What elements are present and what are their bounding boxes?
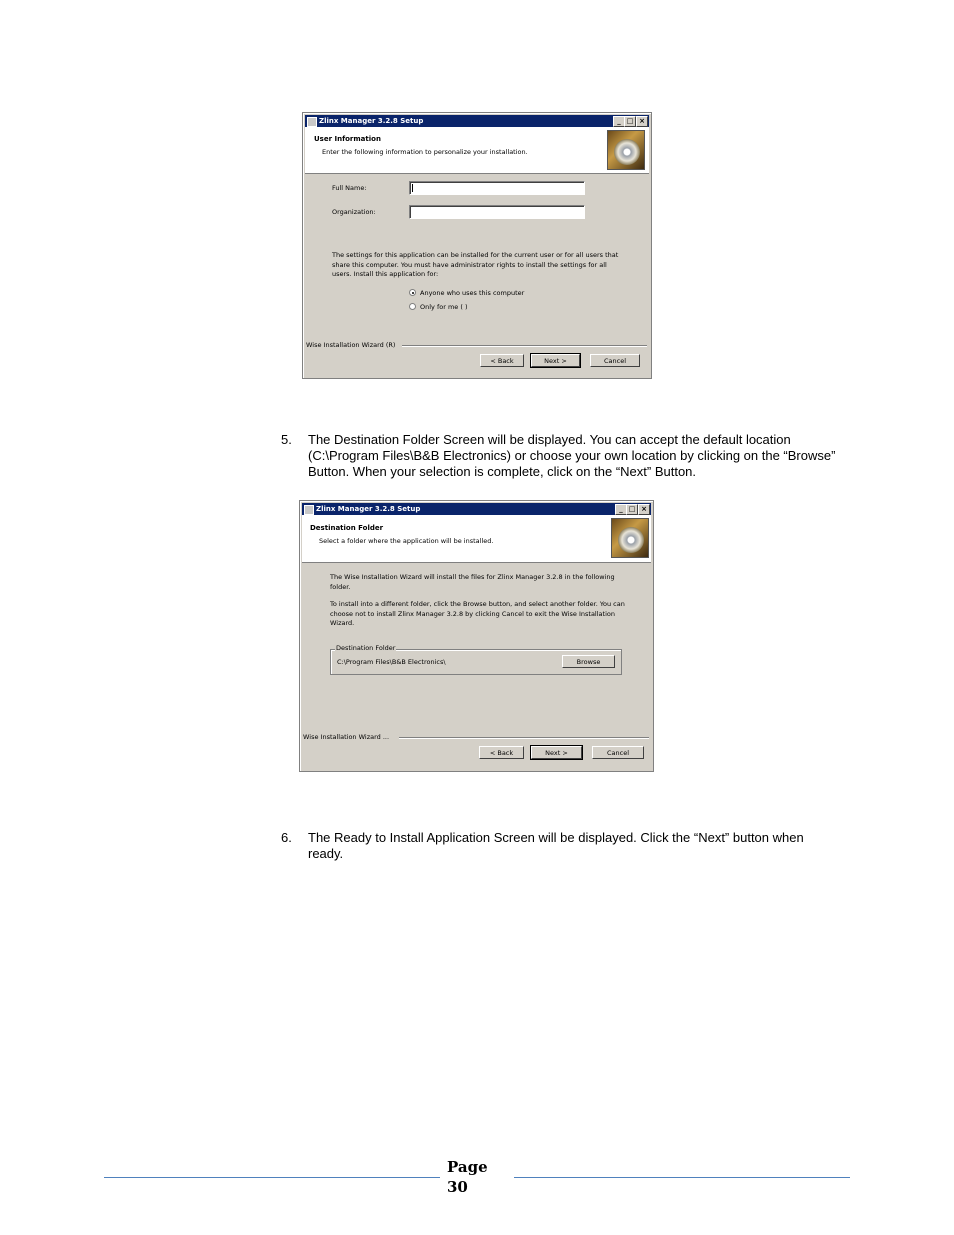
anyone-radio-label[interactable]: Anyone who uses this computer bbox=[420, 289, 525, 297]
header-subtitle: Enter the following information to personalize your installation. bbox=[322, 148, 528, 156]
window-title: Zlinx Manager 3.2.8 Setup bbox=[319, 117, 424, 125]
wizard-label: Wise Installation Wizard ... bbox=[303, 733, 390, 741]
minimize-icon[interactable]: _ bbox=[613, 116, 625, 127]
instruction-text: To install into a different folder, click the Browse button, and select another folder. You can choose not to install Zlinx Manager 3.2.8 by clicking Cancel to exit the Wise Installation Wizard. bbox=[330, 600, 625, 627]
window-title: Zlinx Manager 3.2.8 Setup bbox=[316, 505, 421, 513]
maximize-icon[interactable]: □ bbox=[624, 116, 636, 127]
cancel-button[interactable]: Cancel bbox=[592, 746, 644, 759]
separator bbox=[402, 345, 647, 347]
back-button[interactable]: < Back bbox=[479, 746, 524, 759]
cd-graphic-icon bbox=[611, 518, 649, 558]
header-title: Destination Folder bbox=[310, 524, 384, 532]
close-icon[interactable]: × bbox=[638, 504, 650, 515]
user-information-dialog bbox=[302, 112, 652, 379]
setup-app-icon bbox=[304, 505, 314, 515]
step-description: The Ready to Install Application Screen will be displayed. Click the “Next” button when ready. bbox=[308, 830, 804, 861]
separator bbox=[399, 737, 649, 739]
page-number-label bbox=[447, 1157, 488, 1197]
organization-input[interactable] bbox=[409, 205, 585, 219]
header-panel bbox=[302, 515, 651, 563]
only-me-radio[interactable] bbox=[409, 303, 416, 310]
cancel-button[interactable]: Cancel bbox=[590, 354, 640, 367]
next-button[interactable]: Next > bbox=[531, 354, 580, 367]
step-description: The Destination Folder Screen will be displayed. You can accept the default location (C:\Program Files\B&B Electronics) or choose your own location by clicking on the “Browse” Button. When your selection is complete, click on the “Next” Button. bbox=[308, 432, 836, 479]
page-number: 30 bbox=[447, 1178, 468, 1196]
close-icon[interactable]: × bbox=[636, 116, 648, 127]
anyone-radio[interactable] bbox=[409, 289, 416, 296]
cd-graphic-icon bbox=[607, 130, 645, 170]
header-panel bbox=[305, 127, 649, 174]
title-bar[interactable] bbox=[302, 503, 651, 515]
settings-description: The settings for this application can be installed for the current user or for all users that share this computer. You must have administrator rights to install the settings for all users. Install this application for: bbox=[332, 251, 619, 278]
group-label: Destination Folder bbox=[336, 644, 396, 652]
full-name-input[interactable] bbox=[409, 181, 585, 195]
title-bar[interactable] bbox=[305, 115, 649, 127]
only-me-radio-label[interactable]: Only for me ( ) bbox=[420, 303, 468, 311]
step-number: 6. bbox=[281, 830, 292, 845]
setup-app-icon bbox=[307, 117, 317, 127]
header-subtitle: Select a folder where the application will be installed. bbox=[319, 537, 494, 545]
full-name-label: Full Name: bbox=[332, 184, 367, 192]
minimize-icon[interactable]: _ bbox=[615, 504, 627, 515]
browse-button[interactable]: Browse bbox=[562, 655, 615, 668]
header-title: User Information bbox=[314, 135, 381, 143]
step-number: 5. bbox=[281, 432, 292, 447]
next-button[interactable]: Next > bbox=[531, 746, 582, 759]
destination-folder-dialog bbox=[299, 500, 654, 772]
back-button[interactable]: < Back bbox=[480, 354, 524, 367]
wizard-label: Wise Installation Wizard (R) bbox=[306, 341, 396, 349]
intro-text: The Wise Installation Wizard will install the files for Zlinx Manager 3.2.8 in the following folder. bbox=[330, 573, 615, 591]
page-word: Page bbox=[447, 1158, 488, 1176]
footer-line-right bbox=[514, 1177, 850, 1178]
folder-path: C:\Program Files\B&B Electronics\ bbox=[337, 658, 446, 666]
organization-label: Organization: bbox=[332, 208, 376, 216]
text-caret bbox=[412, 184, 413, 192]
maximize-icon[interactable]: □ bbox=[626, 504, 638, 515]
footer-line-left bbox=[104, 1177, 440, 1178]
